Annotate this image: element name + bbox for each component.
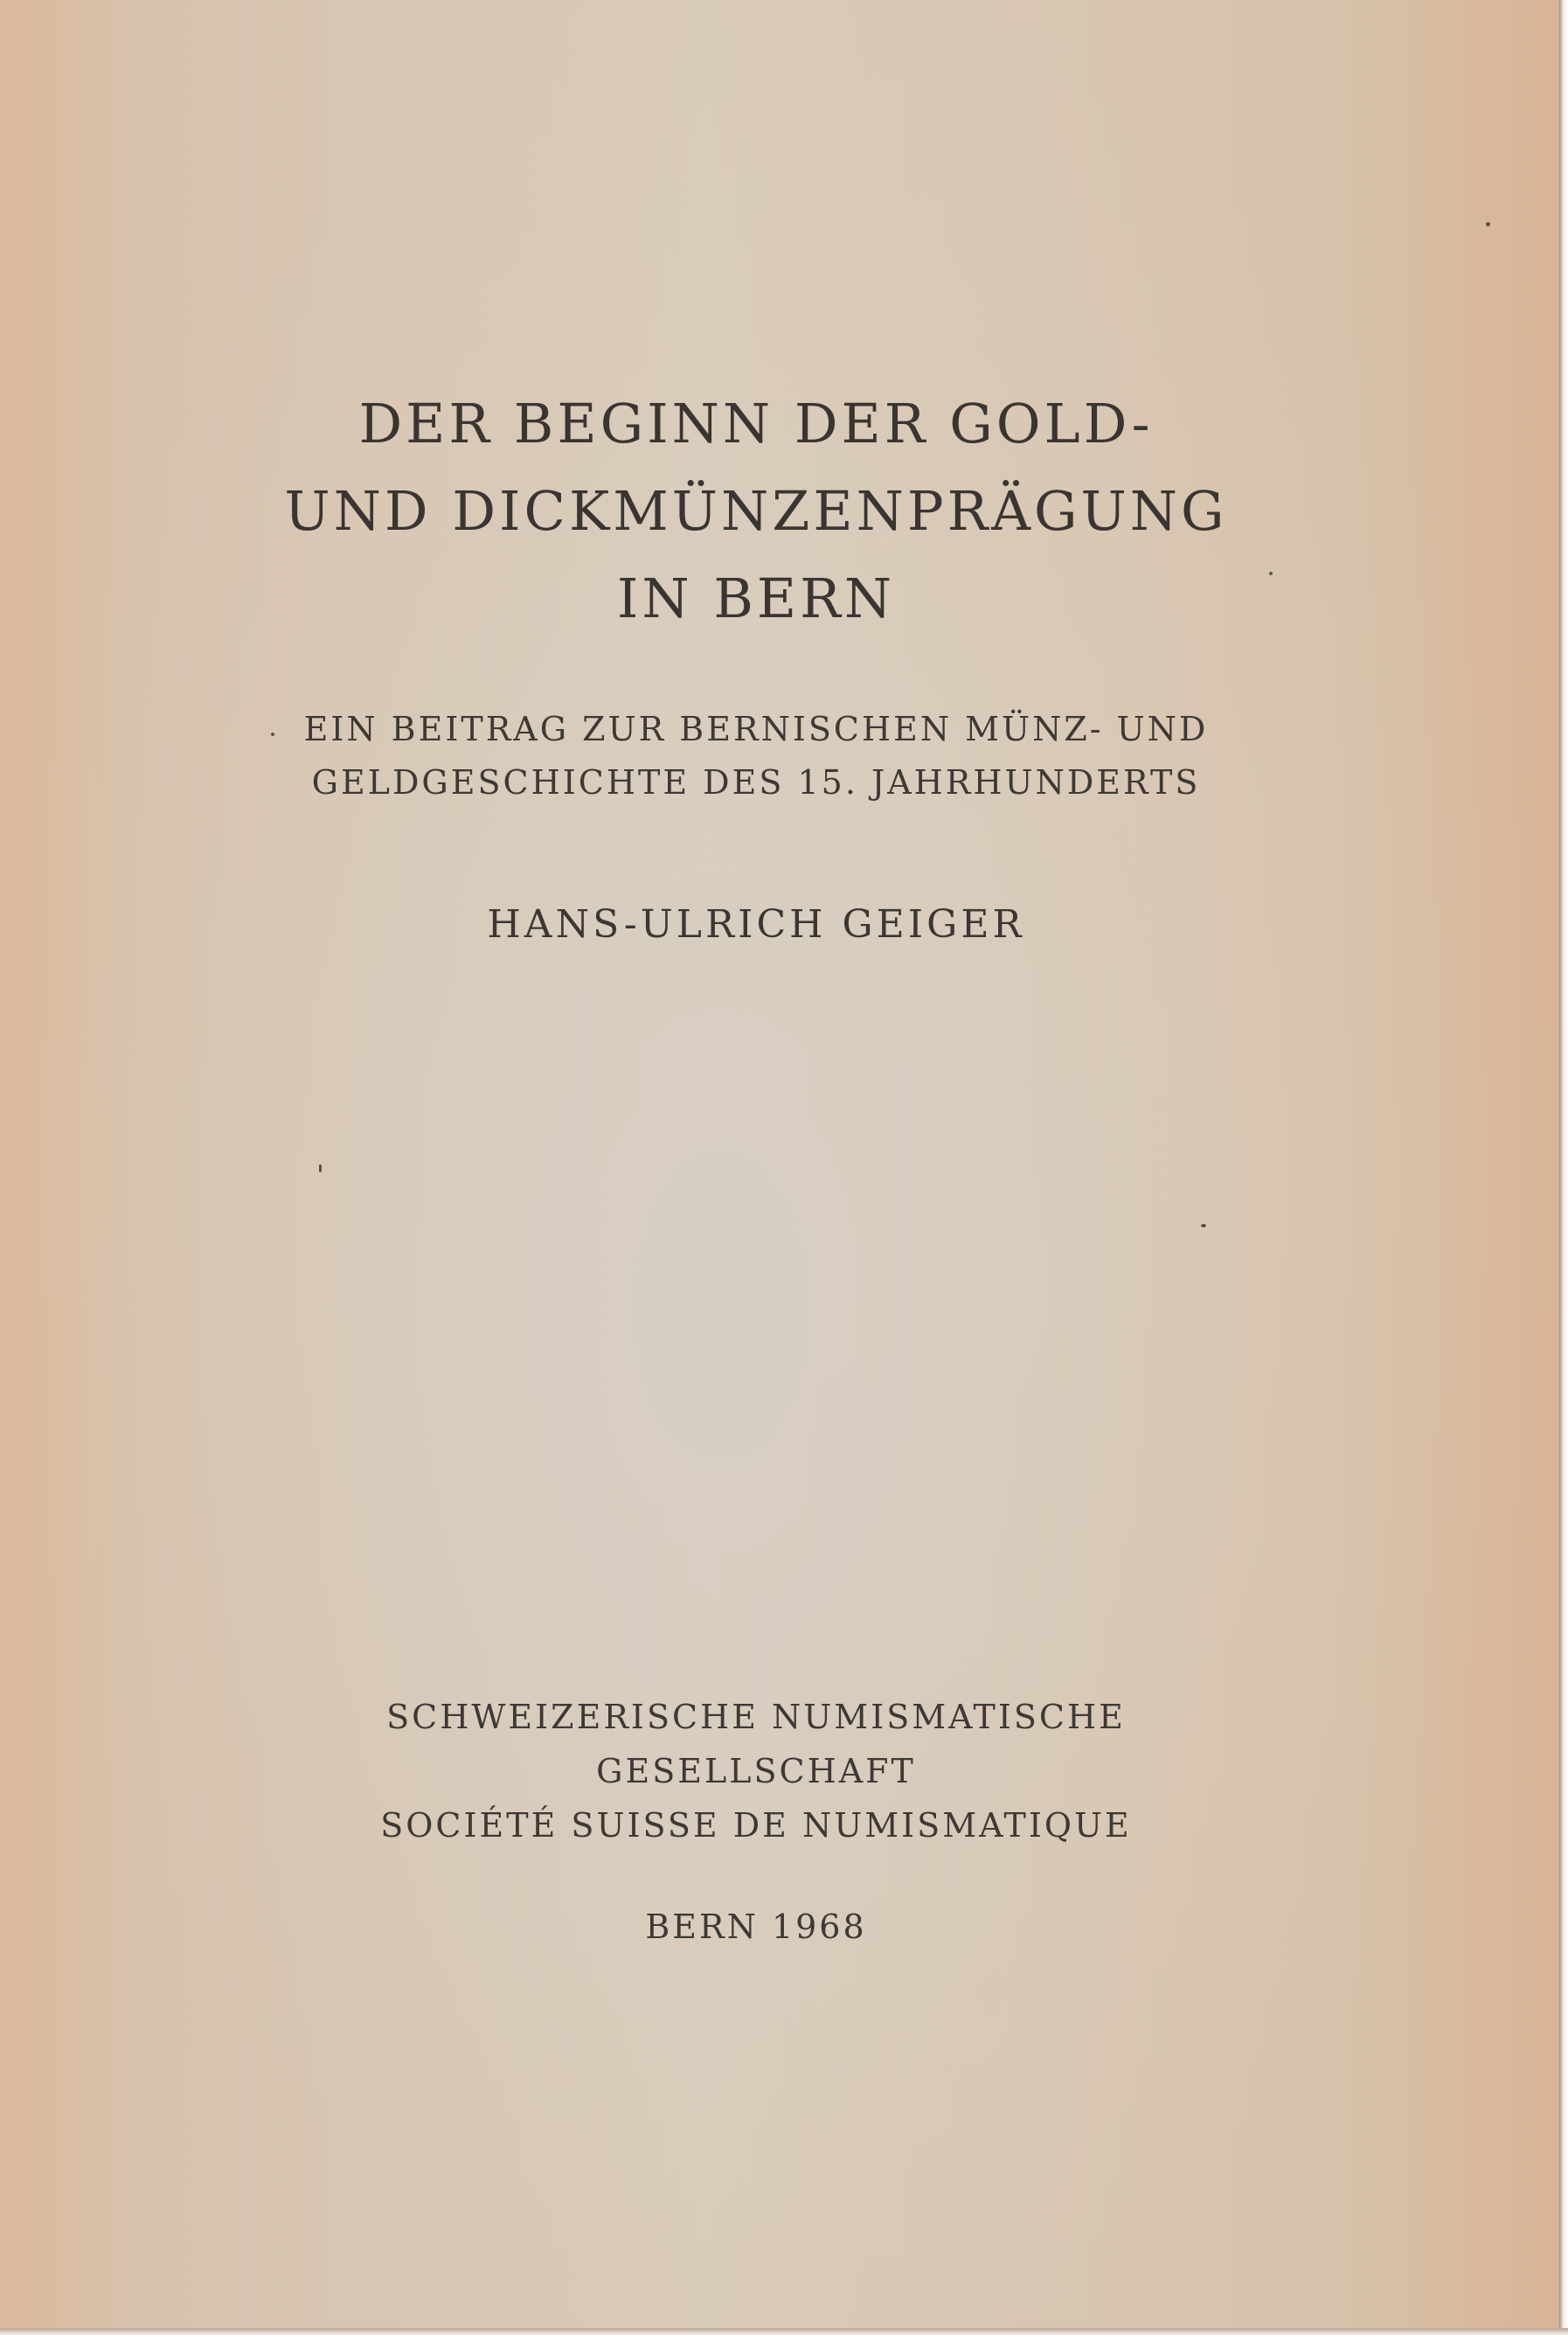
place-year: BERN 1968 xyxy=(645,1908,867,1946)
subtitle-line-1: EIN BEITRAG ZUR BERNISCHEN MÜNZ- UND xyxy=(303,710,1209,748)
paper-speck xyxy=(1201,1224,1206,1227)
author-name: HANS-ULRICH GEIGER xyxy=(487,902,1025,947)
publisher-line-3: SOCIÉTÉ SUISSE DE NUMISMATIQUE xyxy=(380,1806,1132,1845)
paper-speck xyxy=(1269,572,1273,575)
page-right-edge xyxy=(1559,0,1568,2335)
title-line-2: UND DICKMÜNZENPRÄGUNG xyxy=(284,479,1228,543)
subtitle-line-2: GELDGESCHICHTE DES 15. JAHRHUNDERTS xyxy=(311,763,1201,802)
title-line-3: IN BERN xyxy=(616,566,896,630)
paper-speck xyxy=(271,733,274,736)
paper-speck xyxy=(319,1164,322,1172)
page-bottom-edge xyxy=(0,2328,1568,2335)
paper-speck xyxy=(1486,222,1490,226)
publisher-line-2: GESELLSCHAFT xyxy=(596,1752,916,1790)
title-line-1: DER BEGINN DER GOLD- xyxy=(358,392,1154,455)
publisher-line-1: SCHWEIZERISCHE NUMISMATISCHE xyxy=(386,1698,1126,1736)
